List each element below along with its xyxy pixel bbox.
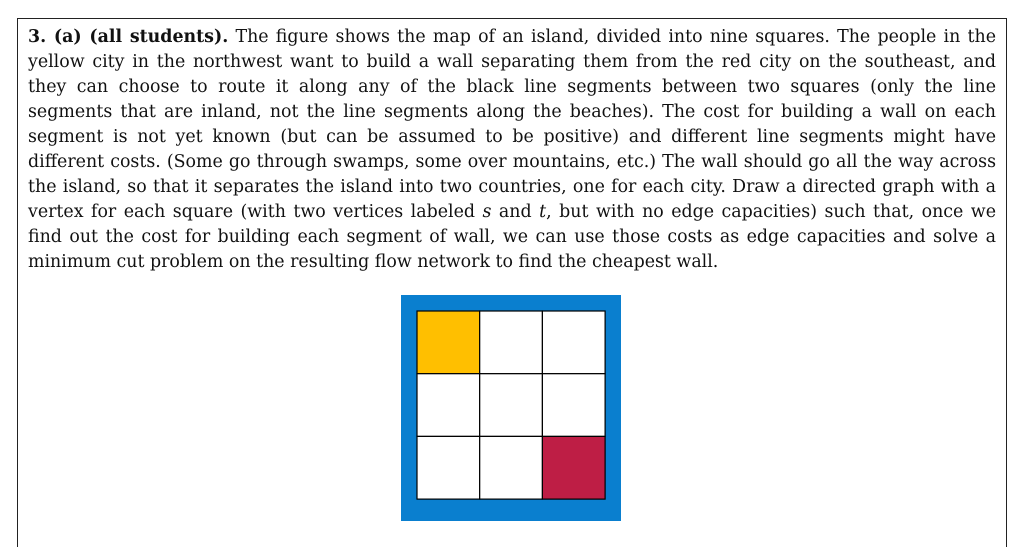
island-square-r0-c1 [480, 311, 543, 374]
problem-label: 3. (a) (all students). [28, 27, 229, 47]
island-map-figure [401, 295, 621, 521]
red-city-square [542, 436, 605, 499]
island-square-r1-c0 [417, 374, 480, 437]
vertex-t-symbol: t [539, 202, 547, 222]
island-square-r2-c0 [417, 436, 480, 499]
island-square-r1-c1 [480, 374, 543, 437]
vertex-s-symbol: s [482, 202, 492, 222]
island-square-r2-c1 [480, 436, 543, 499]
problem-statement [28, 25, 996, 275]
island-square-r0-c2 [542, 311, 605, 374]
problem-box [17, 18, 1007, 547]
problem-text-part-3: , but with no edge capacities) such that, once we find out the cost for building each segment of wall, we can use those costs as edge capacities and solve a minimum cut problem on the resulting flow network to find the cheapest wall. [28, 202, 996, 272]
island-square-r1-c2 [542, 374, 605, 437]
yellow-city-square [417, 311, 480, 374]
problem-text-part-2: and [491, 202, 540, 222]
island-map-svg [401, 295, 621, 521]
problem-text-part-1: The figure shows the map of an island, divided into nine squares. The people in the yellow city in the northwest want to build a wall separating them from the red city on the southeast, and they can choose to route it along any of the black line segments between two squares (only the line segments that are inland, not the line segments along the beaches). The cost for building a wall on each segment is not yet known (but can be assumed to be positive) and different line segments might have different costs. (Some go through swamps, some over mountains, etc.) The wall should go all the way across the island, so that it separates the island into two countries, one for each city. Draw a directed graph with a vertex for each square (with two vertices labeled [28, 27, 996, 222]
